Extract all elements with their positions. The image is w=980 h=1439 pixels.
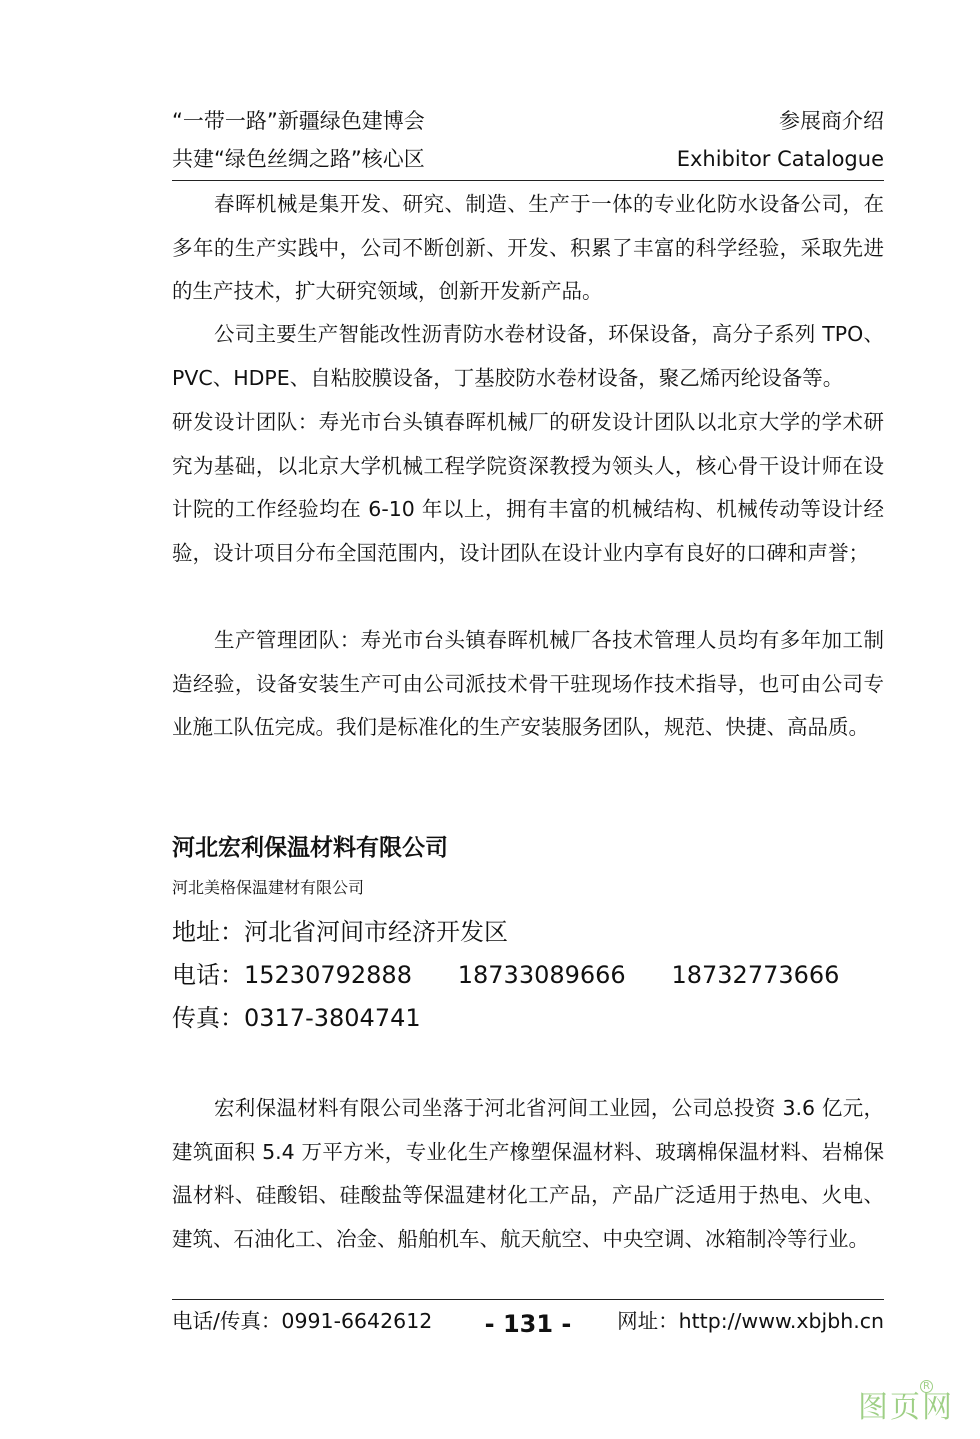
company-name: 河北宏利保温材料有限公司 [172, 835, 448, 861]
footer-divider [172, 1299, 884, 1300]
paragraph-production-team: 生产管理团队：寿光市台头镇春晖机械厂各技术管理人员均有多年加工制造经验，设备安装生产可由公司派技术骨干驻现场作技术指导，也可由公司专业施工队伍完成。我们是标准化的生产安装服务团队，规范、快捷、高品质。 [172, 628, 884, 739]
page-number: - 131 - [484, 1310, 572, 1338]
footer-website: 网址：http://www.xbjbh.cn [617, 1309, 884, 1333]
header-section-title: 参展商介绍 [779, 109, 884, 133]
company-address: 地址：河北省河间市经济开发区 [172, 918, 508, 946]
paragraph-company-description: 宏利保温材料有限公司坐落于河北省河间工业园，公司总投资 3.6 亿元，建筑面积 5.4 万平方米，专业化生产橡塑保温材料、玻璃棉保温材料、岩棉保温材料、硅酸铝、硅酸盐等保温建材化工产品，产品广泛适用于热电、火电、建筑、石油化工、冶金、船舶机车、航天航空、中央空调、冰箱制冷等行业。 [172, 1096, 884, 1251]
header-catalogue-label: Exhibitor Catalogue [676, 147, 884, 171]
registered-mark-icon: R [920, 1380, 933, 1393]
company-fax: 传真：0317-3804741 [172, 1004, 421, 1032]
header-event-title: “一带一路”新疆绿色建博会 [172, 109, 425, 133]
header-row-2 [172, 144, 884, 174]
watermark-logo: 图页网 [858, 1390, 954, 1425]
paragraph-products: 公司主要生产智能改性沥青防水卷材设备，环保设备，高分子系列 TPO、PVC、HDPE、自粘胶膜设备，丁基胶防水卷材设备，聚乙烯丙纶设备等。 [172, 322, 884, 390]
header-divider [172, 180, 884, 181]
paragraph-company-intro: 春晖机械是集开发、研究、制造、生产于一体的专业化防水设备公司，在多年的生产实践中，公司不断创新、开发、积累了丰富的科学经验，采取先进的生产技术，扩大研究领域，创新开发新产品。 [172, 192, 884, 303]
company-phone: 电话：15230792888 18733089666 18732773666 [172, 961, 840, 989]
footer-contact: 电话/传真：0991-6642612 [172, 1309, 433, 1333]
company-alt-name: 河北美格保温建材有限公司 [172, 878, 365, 897]
header-slogan: 共建“绿色丝绸之路”核心区 [172, 147, 425, 171]
paragraph-rd-team: 研发设计团队：寿光市台头镇春晖机械厂的研发设计团队以北京大学的学术研究为基础，以北京大学机械工程学院资深教授为领头人，核心骨干设计师在设计院的工作经验均在 6-10 年以上，拥有丰富的机械结构、机械传动等设计经验，设计项目分布全国范围内，设计团队在设计业内享有良好的口碑和声誉； [172, 410, 884, 565]
header-row-1 [172, 106, 884, 136]
